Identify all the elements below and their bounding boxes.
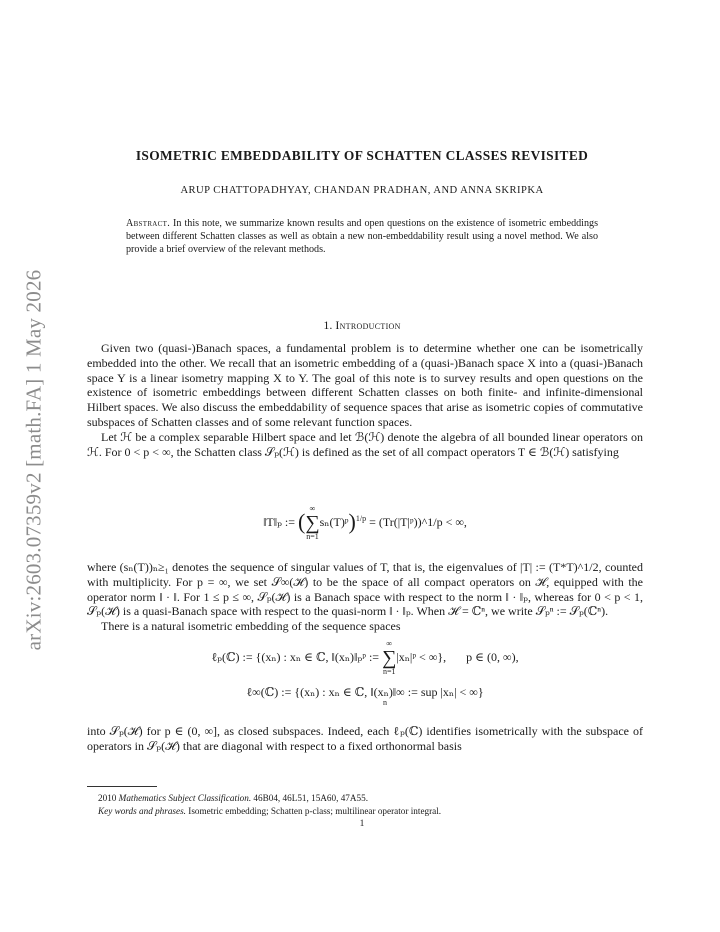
- linf-definition-equation: [87, 685, 643, 707]
- msc-codes: 46B04, 46L51, 15A60, 47A55.: [251, 793, 369, 803]
- norm-right-paren: ): [348, 508, 356, 534]
- intro-block-3: [87, 724, 643, 754]
- paper-title: ISOMETRIC EMBEDDABILITY OF SCHATTEN CLASSES REVISITED: [135, 148, 589, 163]
- section-number: 1.: [323, 318, 333, 332]
- lp-sum: [382, 640, 396, 676]
- norm-lhs: ‖T‖ₚ :=: [263, 514, 299, 529]
- lp-range: p ∈ (0, ∞),: [466, 649, 519, 664]
- section-heading: [60, 318, 664, 333]
- abstract-label: Abstract.: [126, 218, 171, 229]
- schatten-norm-equation: [87, 505, 643, 541]
- footnote-divider: [87, 786, 157, 787]
- paper-authors: ARUP CHATTOPADHYAY, CHANDAN PRADHAN, AND ANNA SKRIPKA: [180, 185, 544, 196]
- norm-sum-lower: n=1: [306, 532, 319, 541]
- intro-block-2: [87, 560, 643, 634]
- footnotes: [98, 792, 638, 817]
- keywords-label: Key words and phrases.: [98, 805, 186, 816]
- lp-sum-upper: ∞: [386, 639, 393, 648]
- norm-sum: [305, 505, 319, 541]
- linf-text: ℓ∞(ℂ) := {(xₙ) : xₙ ∈ ℂ, ‖(xₙ)‖∞ := sup |xₙ| < ∞}: [246, 685, 484, 699]
- paragraph-3: where (sₙ(T))ₙ≥₁ denotes the sequence of singular values of T, that is, the eigenvalues of |T| := (T*T)^1/2, counted with multiplicity. For p = ∞, we set 𝒮∞(ℋ) to be the space of all compact operators on ℋ, equipped with the operator norm ‖ · ‖. For 1 ≤ p ≤ ∞, 𝒮ₚ(ℋ) is a Banach space with respect to the norm ‖ · ‖ₚ, whereas for 0 < p < 1, 𝒮ₚ(ℋ) is a quasi-Banach space with respect to the quasi-norm ‖ · ‖ₚ. When ℋ = ℂⁿ, we write 𝒮ₚⁿ := 𝒮ₚ(ℂⁿ).: [87, 560, 643, 619]
- norm-term: sₙ(T)ᵖ: [319, 514, 349, 529]
- lp-lhs: ℓₚ(ℂ) := {(xₙ) : xₙ ∈ ℂ, ‖(xₙ)‖ₚᵖ :=: [211, 649, 383, 664]
- norm-exponent: 1/p: [355, 513, 367, 523]
- norm-rhs: = (Tr(|T|ᵖ))^1/p < ∞,: [366, 514, 467, 529]
- lp-term: |xₙ|ᵖ < ∞},: [396, 649, 447, 664]
- lp-definition-equation: [87, 640, 643, 676]
- norm-left-paren: (: [298, 508, 306, 534]
- keywords-text: Isometric embedding; Schatten p-class; multilinear operator integral.: [185, 805, 442, 816]
- section-title: Introduction: [335, 318, 401, 332]
- intro-block-1: [87, 341, 643, 459]
- abstract-text: In this note, we summarize known results and open questions on the existence of isometric embeddings between different Schatten classes as well as obtain a new non-embeddability result using a novel method. We also provide a brief overview of the relevant methods.: [126, 218, 598, 255]
- msc-footnote: [98, 792, 638, 805]
- paragraph-1: Given two (quasi-)Banach spaces, a fundamental problem is to determine whether one can be isometrically embedded into the other. We recall that an isometric embedding of a (quasi-)Banach space X into a (quasi-)Banach space Y is a linear isometry mapping X to Y. The goal of this note is to survey results and open questions on the existence of isometric embeddings between different Schatten classes on both finite- and infinite-dimensional Hilbert spaces. We also discuss the embeddability of sequence spaces that arise as isometric copies of commutative subspaces of Schatten classes and of some relevant function spaces.: [87, 341, 643, 429]
- sigma-symbol: ∑: [305, 512, 320, 534]
- lp-sum-lower: n=1: [382, 667, 396, 676]
- arxiv-identifier: arXiv:2603.07359v2 [math.FA] 1 May 2026: [21, 269, 46, 651]
- abstract: [126, 218, 598, 256]
- page-number: 1: [359, 819, 365, 829]
- keywords-footnote: [98, 805, 638, 818]
- paragraph-4: There is a natural isometric embedding of the sequence spaces: [101, 619, 401, 634]
- arxiv-sidebar-stamp: [20, 250, 48, 670]
- norm-sum-upper: ∞: [309, 504, 316, 513]
- msc-label: Mathematics Subject Classification.: [118, 793, 252, 803]
- paragraph-2: Let ℋ be a complex separable Hilbert space and let ℬ(ℋ) denote the algebra of all bounded linear operators on ℋ. For 0 < p < ∞, the Schatten class 𝒮ₚ(ℋ) is defined as the set of all compact operators T ∈ ℬ(ℋ) satisfying: [87, 429, 643, 459]
- msc-prefix: 2010: [98, 793, 119, 803]
- paragraph-5: into 𝒮ₚ(ℋ) for p ∈ (0, ∞], as closed subspaces. Indeed, each ℓₚ(ℂ) identifies isometrically with the subspace of operators in 𝒮ₚ(ℋ) that are diagonal with respect to a fixed orthonormal basis: [87, 724, 643, 753]
- sigma-symbol: ∑: [382, 647, 397, 669]
- linf-sup-subscript: n: [383, 698, 387, 707]
